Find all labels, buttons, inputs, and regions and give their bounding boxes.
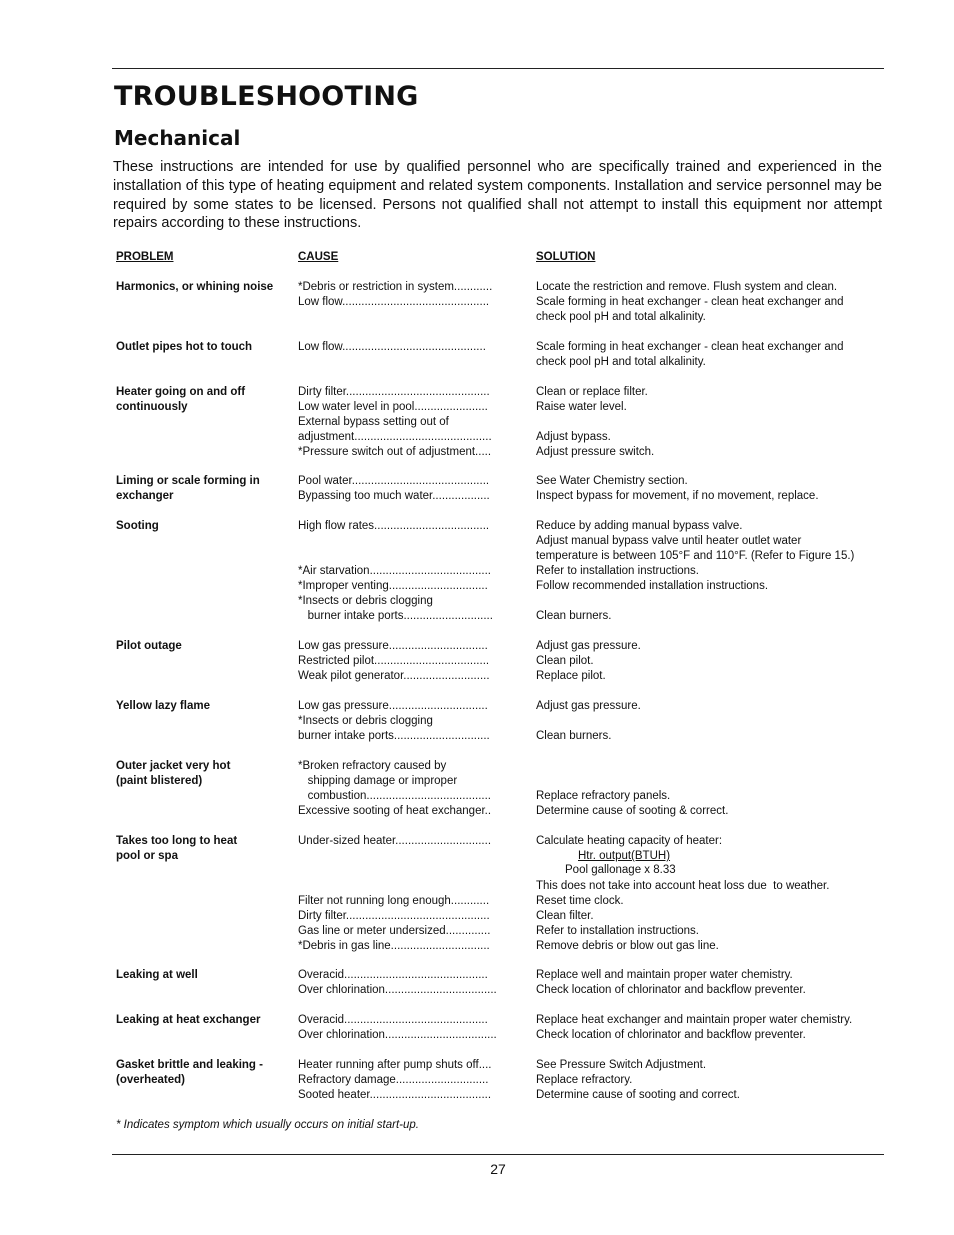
cause-cell: High flow rates.................................... *Air starvation...................................... *Improper venting............................... *Insects or debris clogging burner intake ports............................ bbox=[298, 520, 493, 622]
cause-cell: *Debris or restriction in system............ Low flow.............................................. bbox=[298, 281, 493, 308]
cause-cell: Low gas pressure............................... *Insects or debris clogging burner intake ports.............................. bbox=[298, 700, 490, 742]
page-title: TROUBLESHOOTING bbox=[114, 81, 419, 112]
formula-denominator: Pool gallonage x 8.33 bbox=[565, 864, 676, 876]
bottom-rule bbox=[112, 1154, 884, 1155]
problem-cell: Takes too long to heat pool or spa bbox=[116, 835, 238, 862]
cause-cell: Under-sized heater.............................. Filter not running long enough............ Dirty filter............................................. Gas line or meter undersized.............. *Debris in gas line............................... bbox=[298, 835, 492, 952]
table-row bbox=[0, 474, 954, 519]
table-row bbox=[0, 280, 954, 340]
problem-cell: Leaking at heat exchanger bbox=[116, 1014, 261, 1026]
column-header-solution: SOLUTION bbox=[536, 251, 596, 263]
column-header-problem: PROBLEM bbox=[116, 251, 174, 263]
cause-cell: Pool water........................................... Bypassing too much water.................. bbox=[298, 475, 490, 502]
cause-cell: Low flow............................................. bbox=[298, 341, 486, 353]
problem-cell: Yellow lazy flame bbox=[116, 700, 210, 712]
table-row bbox=[0, 1013, 954, 1058]
page-number: 27 bbox=[490, 1161, 506, 1177]
cause-cell: Heater running after pump shuts off.... Refractory damage............................. Sooted heater...................................... bbox=[298, 1059, 492, 1101]
solution-cell: Reduce by adding manual bypass valve. Adjust manual bypass valve until heater outlet water temperature is between 105°F and 110°F. (Refer to Figure 15.) Refer to installation instructions. Follow recommended installation instructions. Clean burners. bbox=[536, 520, 855, 622]
problem-cell: Outlet pipes hot to touch bbox=[116, 341, 253, 353]
table-row bbox=[0, 968, 954, 1013]
solution-cell: Replace heat exchanger and maintain proper water chemistry. Check location of chlorinator and backflow preventer. bbox=[536, 1014, 853, 1041]
problem-cell: Heater going on and off continuously bbox=[116, 386, 246, 413]
problem-cell: Gasket brittle and leaking - (overheated) bbox=[116, 1059, 263, 1086]
solution-cell: Replace well and maintain proper water chemistry. Check location of chlorinator and backflow preventer. bbox=[536, 969, 806, 996]
solution-cell: See Water Chemistry section. Inspect bypass for movement, if no movement, replace. bbox=[536, 475, 819, 502]
troubleshooting-table bbox=[0, 280, 954, 1103]
footnote: * Indicates symptom which usually occurs on initial start-up. bbox=[116, 1119, 419, 1131]
solution-cell: Calculate heating capacity of heater: This does not take into account heat loss due to weather. Reset time clock. Clean filter. Refer to installation instructions. Remove debris or blow out gas line. bbox=[536, 835, 830, 952]
table-row bbox=[0, 340, 954, 385]
intro-paragraph: These instructions are intended for use by qualified personnel who are specifically trained and experienced in the installation of this type of heating equipment and related system components. Installation and service personnel may be required by some states to be licensed. Persons not qualified shall not attempt to install this equipment nor attempt repairs according to these instructions. bbox=[113, 159, 882, 232]
table-row bbox=[0, 1058, 954, 1103]
problem-cell: Outer jacket very hot (paint blistered) bbox=[116, 760, 231, 787]
table-row bbox=[0, 519, 954, 639]
solution-cell: Scale forming in heat exchanger - clean heat exchanger and check pool pH and total alkalinity. bbox=[536, 341, 844, 368]
cause-cell: Overacid............................................. Over chlorination................................... bbox=[298, 1014, 497, 1041]
cause-cell: Low gas pressure............................... Restricted pilot.................................... Weak pilot generator........................... bbox=[298, 640, 490, 682]
problem-cell: Leaking at well bbox=[116, 969, 198, 981]
solution-cell: Replace refractory panels. Determine cause of sooting & correct. bbox=[536, 790, 729, 817]
table-row bbox=[0, 699, 954, 759]
section-subtitle: Mechanical bbox=[114, 126, 241, 150]
problem-cell: Sooting bbox=[116, 520, 159, 532]
table-row bbox=[0, 639, 954, 699]
column-header-cause: CAUSE bbox=[298, 251, 339, 263]
table-row bbox=[0, 759, 954, 834]
solution-cell: Clean or replace filter. Raise water level. Adjust bypass. Adjust pressure switch. bbox=[536, 386, 655, 458]
cause-cell: Overacid............................................. Over chlorination................................... bbox=[298, 969, 497, 996]
top-rule bbox=[112, 68, 884, 69]
solution-cell: Adjust gas pressure. Clean burners. bbox=[536, 700, 641, 742]
problem-cell: Pilot outage bbox=[116, 640, 182, 652]
solution-cell: Locate the restriction and remove. Flush system and clean. Scale forming in heat exchanger - clean heat exchanger and check pool pH and total alkalinity. bbox=[536, 281, 844, 323]
table-row bbox=[0, 834, 954, 968]
problem-cell: Harmonics, or whining noise bbox=[116, 281, 274, 293]
problem-cell: Liming or scale forming in exchanger bbox=[116, 475, 260, 502]
cause-cell: Dirty filter............................................. Low water level in pool....................... External bypass setting out of adjustment........................................... *Pressure switch out of adjustment..... bbox=[298, 386, 492, 458]
solution-cell: See Pressure Switch Adjustment. Replace refractory. Determine cause of sooting and correct. bbox=[536, 1059, 740, 1101]
table-row bbox=[0, 385, 954, 474]
formula-numerator: Htr. output(BTUH) bbox=[578, 850, 671, 862]
solution-cell: Adjust gas pressure. Clean pilot. Replace pilot. bbox=[536, 640, 641, 682]
cause-cell: *Broken refractory caused by shipping damage or improper combustion....................................... Excessive sooting of heat exchanger.. bbox=[298, 760, 492, 817]
